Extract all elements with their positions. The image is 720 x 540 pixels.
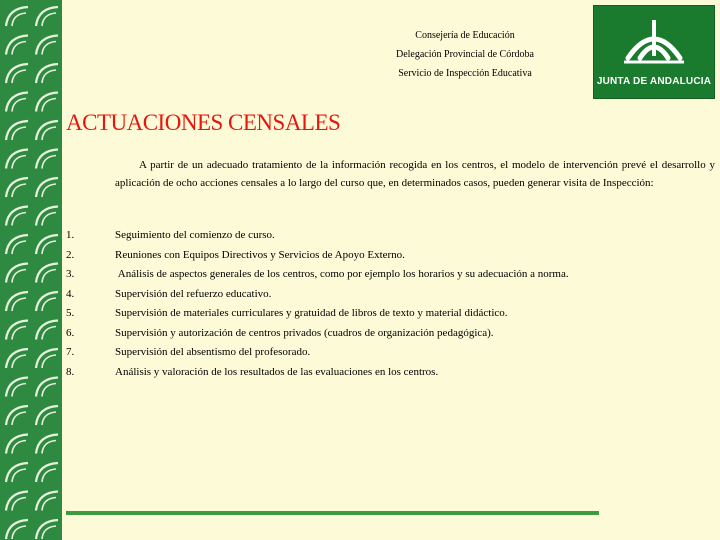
list-item: [66, 363, 706, 383]
junta-andalucia-logo: [593, 5, 715, 99]
sidebar-arch-icon: [36, 178, 58, 197]
sidebar-arch-icon: [36, 492, 58, 511]
sidebar-arch-icon: [36, 36, 58, 55]
sidebar-arch-icon: [36, 264, 58, 283]
sidebar-arch-icon: [6, 121, 28, 140]
list-item-text: Reuniones con Equipos Directivos y Servicios de Apoyo Externo.: [115, 248, 405, 261]
sidebar-arch-icon: [36, 321, 58, 340]
sidebar-arch-icon: [6, 492, 28, 511]
sidebar-arch-icon: [6, 292, 28, 311]
sidebar-arch-icon: [6, 435, 28, 454]
sidebar-pattern: [0, 0, 62, 540]
sidebar-arch-icon: [36, 150, 58, 169]
sidebar-arch-icon: [36, 235, 58, 254]
list-item: [66, 246, 706, 266]
sidebar-arch-icon: [6, 321, 28, 340]
list-item-text: Seguimiento del comienzo de curso.: [115, 229, 275, 241]
header-line-3: Servicio de Inspección Educativa: [398, 68, 532, 79]
list-item-number: 8.: [66, 365, 75, 378]
header-line-1: Consejería de Educación: [415, 30, 515, 41]
logo-text: JUNTA DE ANDALUCIA: [596, 76, 712, 87]
list-item-text: Supervisión de materiales curriculares y gratuidad de libros de texto y material didáctico.: [115, 307, 508, 319]
bottom-divider: [66, 511, 599, 515]
page-title: ACTUACIONES CENSALES: [66, 110, 341, 135]
sidebar-arch-icon: [36, 378, 58, 397]
intro-paragraph: A partir de un adecuado tratamiento de la información recogida en los centros, el modelo de intervención prevé el desarrollo y aplicación de ocho acciones censales a lo largo del curso que, en determinados casos, pueden generar visita de Inspección:: [115, 159, 715, 189]
list-item-number: 1.: [66, 229, 75, 241]
list-item-text: Análisis y valoración de los resultados de las evaluaciones en los centros.: [115, 365, 439, 378]
sidebar-arch-icon: [6, 7, 28, 26]
list-item-text: Supervisión y autorización de centros privados (cuadros de organización pedagógica).: [115, 326, 494, 339]
list-item: [66, 343, 706, 363]
sidebar-arch-icon: [6, 178, 28, 197]
sidebar-arch-icon: [6, 93, 28, 112]
list-item: [66, 324, 706, 344]
sidebar-arch-icon: [6, 150, 28, 169]
sidebar-arch-icon: [6, 349, 28, 368]
list-item-number: 7.: [66, 346, 75, 358]
sidebar-arch-icon: [36, 406, 58, 425]
sidebar-arch-icon: [6, 235, 28, 254]
sidebar-arch-icon: [36, 7, 58, 26]
list-item-number: 4.: [66, 287, 75, 300]
list-item: [66, 226, 706, 246]
decorative-sidebar: [0, 0, 62, 540]
sidebar-arch-icon: [36, 435, 58, 454]
sidebar-arch-icon: [36, 64, 58, 83]
sidebar-arch-icon: [6, 406, 28, 425]
sidebar-arch-icon: [36, 292, 58, 311]
list-item-text: Análisis de aspectos generales de los centros, como por ejemplo los horarios y su adecuación a norma.: [115, 268, 569, 280]
list-item: [66, 304, 706, 324]
sidebar-arch-icon: [36, 207, 58, 226]
sidebar-arch-icon: [36, 93, 58, 112]
sidebar-arch-icon: [6, 36, 28, 55]
sidebar-arch-icon: [36, 349, 58, 368]
header-block: [340, 26, 590, 83]
list-item-text: Supervisión del refuerzo educativo.: [115, 287, 272, 300]
list-item-number: 3.: [66, 268, 75, 280]
sidebar-arch-icon: [6, 520, 28, 539]
actions-list: [66, 226, 706, 382]
header-line-2: Delegación Provincial de Córdoba: [395, 49, 534, 60]
list-item-number: 2.: [66, 248, 75, 261]
sidebar-arch-icon: [6, 64, 28, 83]
sidebar-arch-icon: [36, 121, 58, 140]
sidebar-arch-icon: [36, 463, 58, 482]
sidebar-arch-icon: [36, 520, 58, 539]
list-item: [66, 265, 706, 285]
list-item-text: Supervisión del absentismo del profesorado.: [115, 346, 311, 358]
list-item-number: 5.: [66, 307, 75, 319]
sidebar-arch-icon: [6, 207, 28, 226]
list-item-number: 6.: [66, 326, 75, 339]
sidebar-arch-icon: [6, 463, 28, 482]
sidebar-arch-icon: [6, 264, 28, 283]
list-item: [66, 285, 706, 305]
sidebar-arch-icon: [6, 378, 28, 397]
